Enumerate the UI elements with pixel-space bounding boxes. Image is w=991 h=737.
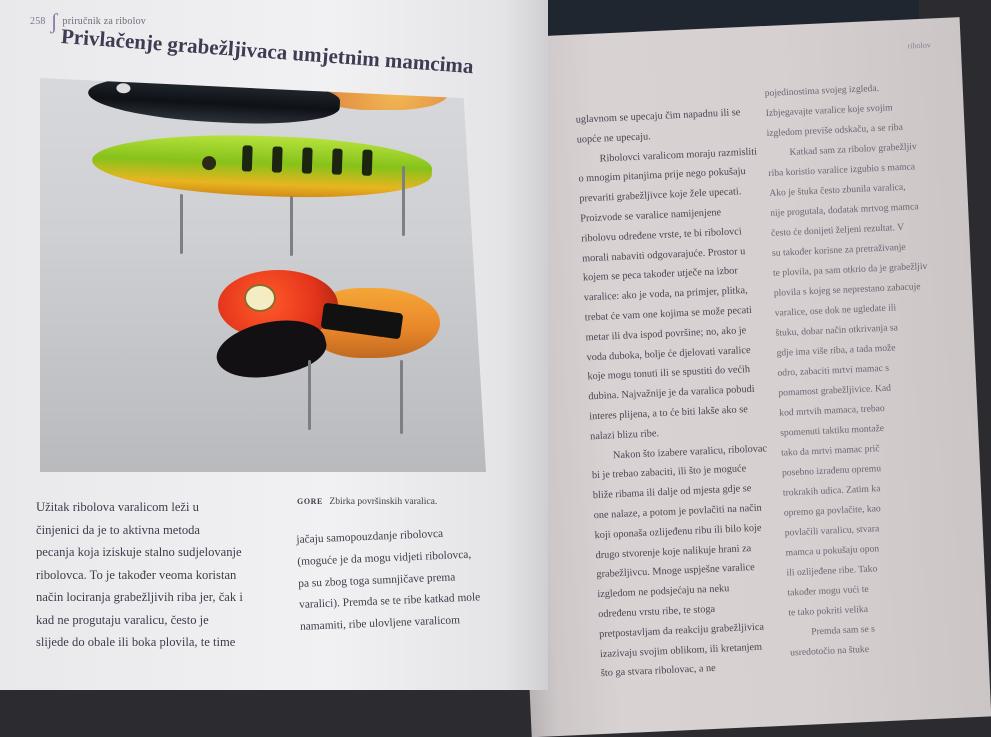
- text-line: Premda sam se s: [811, 623, 876, 638]
- right-column-a: [575, 102, 801, 685]
- text-line: namamiti, ribe ulovljene varalicom: [299, 614, 461, 634]
- text-line: Izbjegavajte varalice koje svojim: [765, 102, 893, 120]
- text-line: pojedinostima svojeg izgleda.: [764, 82, 880, 100]
- text-line: uglavnom se upecaju čim napadnu ili se: [575, 107, 741, 126]
- text-line: kojem se peca također utječe na izbor: [582, 265, 739, 284]
- text-line: kod mrtvih mamaca, trebao: [779, 402, 885, 419]
- text-line: pa su zbog toga sumnjičave prema: [297, 570, 456, 590]
- text-line: ili ozlijeđene ribe. Tako: [786, 563, 878, 579]
- text-line: opremo ga povlačite, kao: [783, 503, 881, 519]
- text-line: koji oponaša ozlijeđenu ribu ili bilo koje: [594, 522, 762, 541]
- text-line: određenu vrstu ribe, te stoga: [598, 603, 716, 621]
- text-line: izazivaju svojim oblikom, ili kretanjem: [599, 641, 763, 660]
- text-line: prevariti grabežljivce koje žele upecati.: [579, 186, 742, 205]
- caption-text: Zbirka površinskih varalica.: [329, 496, 438, 507]
- right-running-head: ribolov: [907, 40, 931, 51]
- lures-photo: [40, 70, 486, 472]
- text-line: tako da mrtvi mamac prič: [780, 443, 880, 459]
- text-line: riba koristio varalice izgubio s mamca: [768, 161, 916, 179]
- text-line: pecanja koja iziskuje stalno sudjelovanje: [36, 545, 242, 559]
- text-line: bi je trebao zabaciti, ili što je moguće: [591, 463, 747, 482]
- text-line: Ribolovci varalicom moraju razmisliti: [599, 146, 758, 165]
- text-line: izgledom ne podsjećaju na neku: [597, 583, 730, 601]
- text-line: Katkad sam za ribolov grabežljiv: [789, 141, 917, 158]
- text-line: te plovila, pa sam otkrio da je grabežljiv: [772, 260, 928, 279]
- right-page: [500, 17, 991, 737]
- lure-stripe: [242, 145, 253, 171]
- text-line: bliže ribama ili dalje od mjesta gdje se: [592, 483, 752, 502]
- treble-hook: [400, 360, 403, 434]
- text-line: usredotočio na štuke: [789, 643, 870, 659]
- green-yellow-lure: [91, 130, 433, 202]
- chapter-title: Privlačenje grabežljivaca umjetnim mamcima: [60, 24, 475, 79]
- lure-stripe: [362, 150, 373, 176]
- text-line: gdje ima više riba, a tada može: [776, 342, 896, 359]
- right-column-b: [764, 75, 980, 663]
- text-line: grabežljivcu. Mnoge uspješne varalice: [596, 562, 755, 581]
- text-line: voda duboka, bolje će djelovati varalice: [586, 344, 751, 363]
- text-line: interes plijena, a to će biti lakše ako se: [589, 404, 749, 423]
- fish-hook-ornament-icon: ʃ: [50, 9, 58, 34]
- text-line: morali nabaviti odgovarajuće. Prostor u: [581, 245, 746, 265]
- text-line: spomenuti taktiku montaže: [779, 422, 885, 439]
- lure-eye: [116, 83, 131, 94]
- text-line: nalazi blizu ribe.: [589, 427, 660, 443]
- text-line: one nalaze, a potom je povlačiti na način: [593, 502, 762, 522]
- treble-hook: [308, 360, 311, 430]
- text-line: jačaju samopouzdanje ribolovca: [296, 527, 444, 546]
- text-line: povlačili varalicu, stvara: [784, 523, 880, 539]
- lure-stripe: [332, 148, 343, 174]
- text-line: pomamost grabežljivice. Kad: [778, 382, 892, 399]
- text-line: trebat će vam one kojima se može pecati: [584, 304, 753, 324]
- text-line: varalici). Premda se te ribe katkad mole: [298, 591, 481, 612]
- text-line: nije progutala, dodatak mrtvog mamca: [769, 201, 919, 219]
- text-line: Ako je štuka često zbunila varalica,: [769, 181, 906, 199]
- photo-caption: [297, 496, 437, 507]
- text-line: plovila s kojeg se neprestano zabacuje: [773, 281, 921, 299]
- lure-eye: [202, 156, 216, 170]
- running-head-text: priručnik za ribolov: [62, 16, 146, 27]
- treble-hook: [290, 196, 293, 256]
- text-line: kad ne progutaju varalicu, često je: [36, 612, 209, 627]
- text-line: činjenici da je to aktivna metoda: [36, 522, 201, 537]
- text-line: trokrakih udica. Zatim ka: [782, 483, 881, 499]
- text-line: slijede do obale ili boka plovila, te time: [36, 635, 236, 649]
- text-line: odro, zabaciti mrtvi mamac s: [777, 362, 890, 379]
- treble-hook: [180, 194, 183, 254]
- page-number: 258: [30, 16, 46, 27]
- text-line: o mnogim pitanjima prije nego pokušaju: [578, 166, 746, 185]
- text-line: što ga stvara ribolovac, a ne: [600, 663, 717, 680]
- lure-eye: [244, 284, 276, 312]
- text-line: također mogu vući te: [787, 583, 869, 599]
- text-line: često će donijeti željeni rezultat. V: [770, 221, 905, 239]
- text-line: (moguće je da mogu vidjeti ribolovca,: [297, 548, 472, 568]
- text-line: ribolovu određene vrste, te bi ribolovci: [580, 226, 742, 245]
- text-line: Nakon što izabere varalicu, ribolovac: [612, 442, 768, 461]
- text-line: ribolovca. To je također veoma koristan: [36, 567, 237, 582]
- text-line: mamca u pokušaju opon: [785, 543, 880, 559]
- lure-stripe: [272, 146, 283, 172]
- text-line: varalice, ose dok ne ugledate ili: [774, 302, 897, 319]
- text-line: Užitak ribolova varalicom leži u: [36, 500, 199, 514]
- text-line: metar ili dva ispod površine; no, ako je: [585, 324, 747, 344]
- caption-label: GORE: [297, 497, 323, 506]
- text-line: posebno izrađenu opremu: [781, 463, 882, 479]
- text-line: Proizvode se varalice namijenjene: [580, 207, 722, 225]
- treble-hook: [402, 166, 405, 236]
- left-body-text: [36, 496, 268, 654]
- text-line: uopće ne upecaju.: [576, 131, 651, 146]
- black-lure: [87, 70, 341, 129]
- text-line: pretpostavljam da reakciju grabežljivica: [598, 621, 765, 640]
- text-line: štuku, dobar način otkrivanja sa: [775, 322, 899, 339]
- text-line: su također korisne za pretraživanje: [771, 241, 906, 259]
- lure-stripe: [302, 147, 313, 173]
- left-body-text-2: [296, 521, 510, 639]
- text-line: način lociranja grabežljivih riba jer, čak i: [36, 590, 243, 604]
- text-line: varalice: ako je voda, na primjer, plitka,: [583, 285, 748, 304]
- text-line: izgledom previše odskaču, a se riba: [766, 121, 904, 139]
- text-line: koje mogu tonuti ili se spustiti do većih: [587, 364, 751, 383]
- text-line: drugo stvorenje koje nalikuje hrani za: [595, 542, 752, 561]
- text-line: te tako pokriti velika: [788, 603, 869, 619]
- text-line: dubina. Najvažnije je da varalica pobudi: [588, 383, 755, 403]
